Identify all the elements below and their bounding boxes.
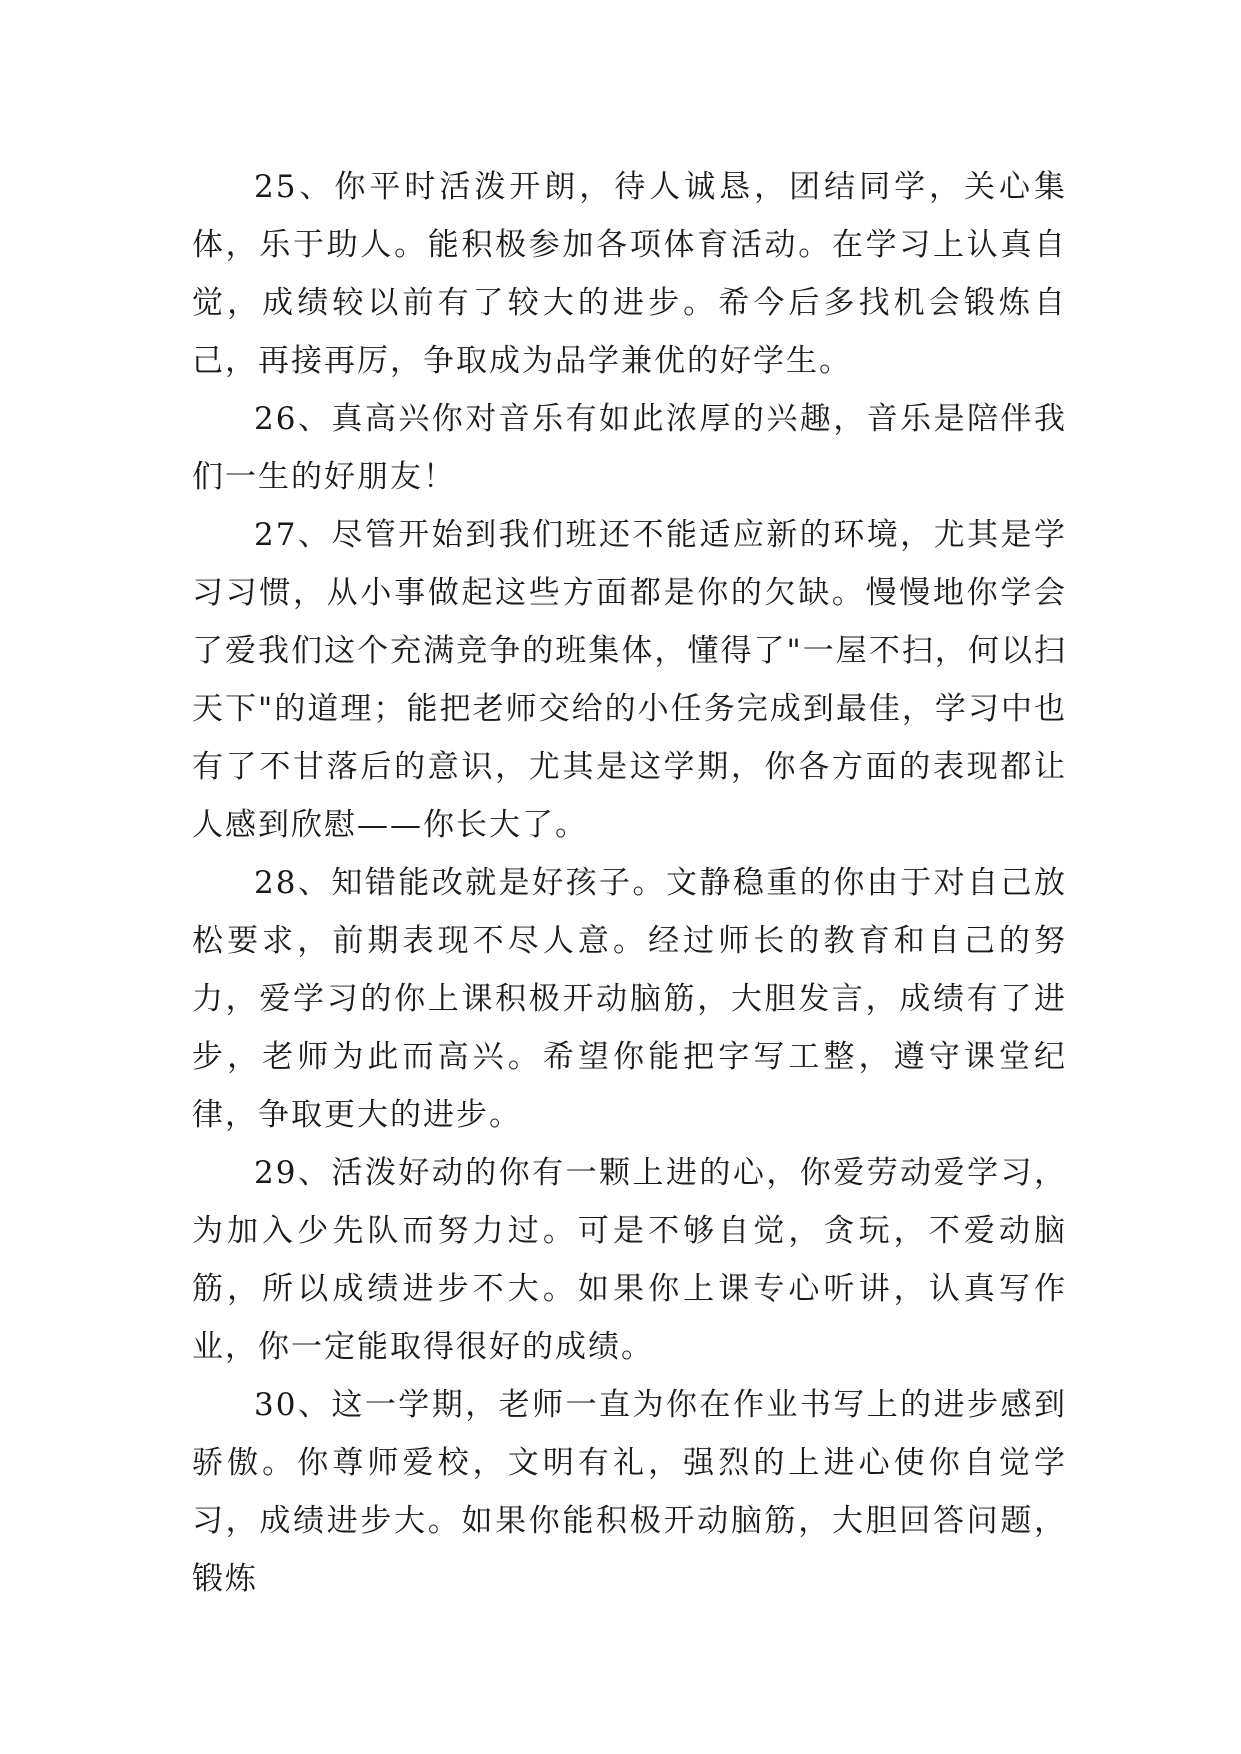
paragraph-26: 26、真高兴你对音乐有如此浓厚的兴趣，音乐是陪伴我们一生的好朋友！ <box>192 401 1067 495</box>
paragraph-29: 29、活泼好动的你有一颗上进的心，你爱劳动爱学习，为加入少先队而努力过。可是不够自觉，贪玩，不爱动脑筋，所以成绩进步不大。如果你上课专心听讲，认真写作业，你一定能取得很好的成绩。 <box>192 1155 1067 1365</box>
paragraph-30: 30、这一学期，老师一直为你在作业书写上的进步感到骄傲。你尊师爱校，文明有礼，强烈的上进心使你自觉学习，成绩进步大。如果你能积极开动脑筋，大胆回答问题，锻炼 <box>192 1387 1067 1597</box>
paragraph-25: 25、你平时活泼开朗，待人诚恳，团结同学，关心集体，乐于助人。能积极参加各项体育活动。在学习上认真自觉，成绩较以前有了较大的进步。希今后多找机会锻炼自己，再接再厉，争取成为品学兼优的好学生。 <box>192 169 1067 379</box>
paragraph-28: 28、知错能改就是好孩子。文静稳重的你由于对自己放松要求，前期表现不尽人意。经过师长的教育和自己的努力，爱学习的你上课积极开动脑筋，大胆发言，成绩有了进步，老师为此而高兴。希望你能把字写工整，遵守课堂纪律，争取更大的进步。 <box>192 865 1067 1133</box>
paragraph-27: 27、尽管开始到我们班还不能适应新的环境，尤其是学习习惯，从小事做起这些方面都是你的欠缺。慢慢地你学会了爱我们这个充满竞争的班集体，懂得了"一屋不扫，何以扫天下"的道理；能把老师交给的小任务完成到最佳，学习中也有了不甘落后的意识，尤其是这学期，你各方面的表现都让人感到欣慰——你长大了。 <box>192 517 1067 843</box>
document-body <box>192 158 1067 1608</box>
